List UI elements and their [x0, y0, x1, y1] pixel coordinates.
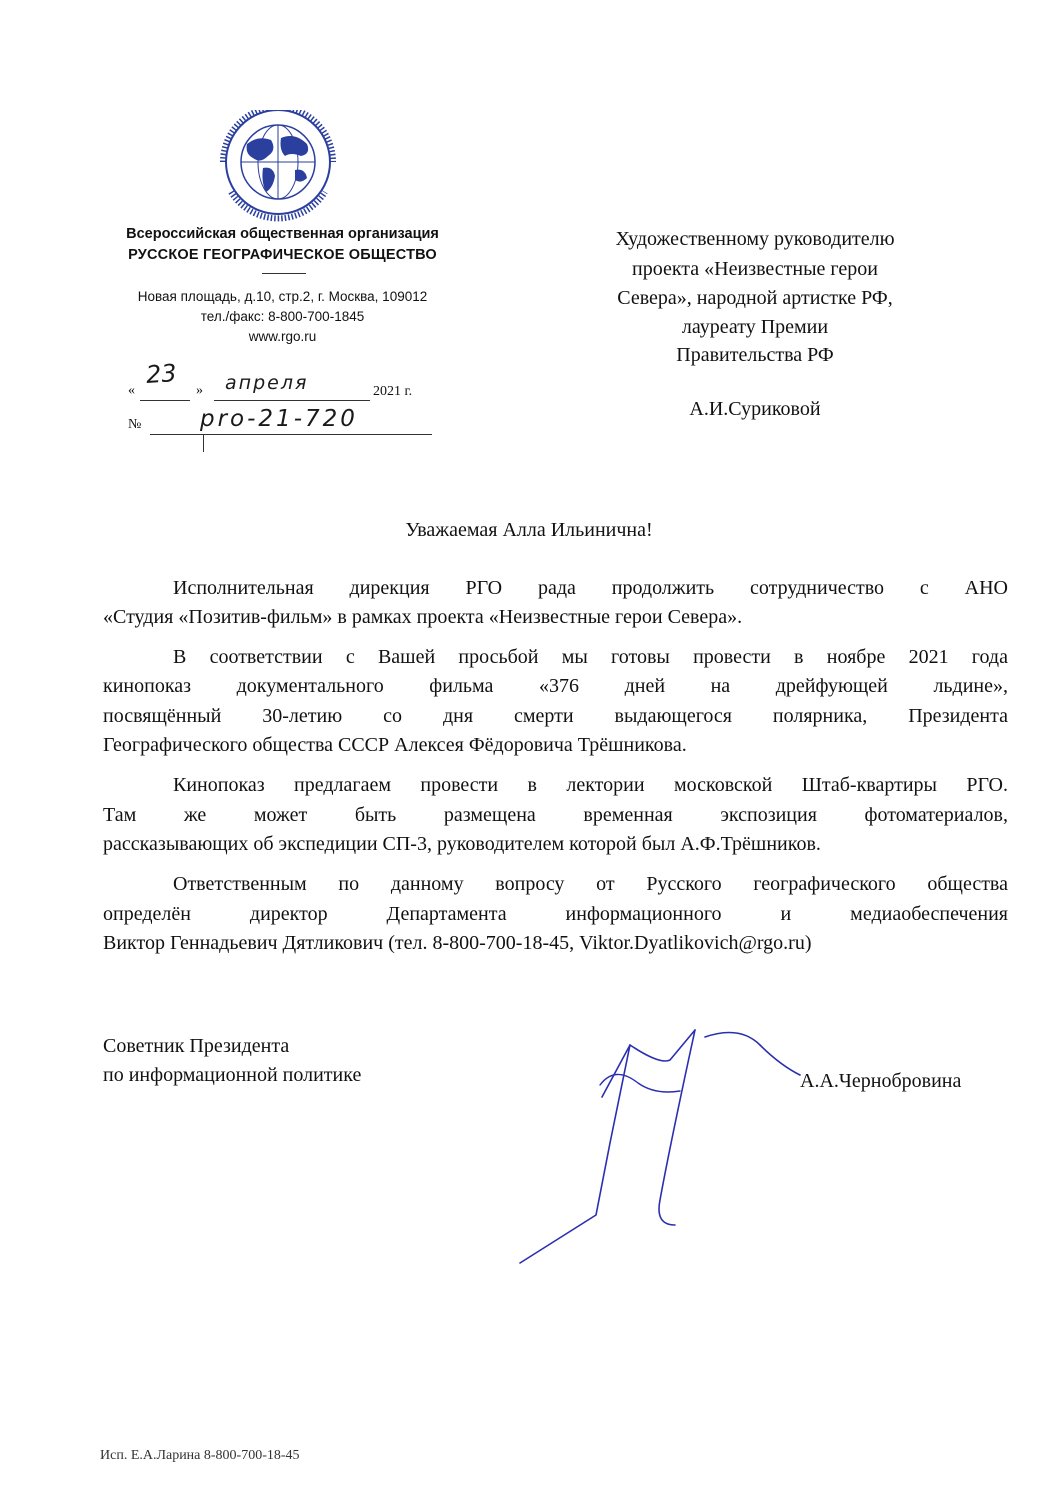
addressee-line: проекта «Неизвестные герои: [632, 258, 878, 280]
rgo-logo: [203, 110, 353, 222]
handwritten-signature: [510, 1025, 820, 1265]
letterhead-divider: [262, 273, 306, 274]
body-line: Географического общества СССР Алексея Фёдоровича Трёшникова.: [103, 734, 687, 756]
body-line: «Студия «Позитив-фильм» в рамках проекта «Неизвестные герои Севера».: [103, 606, 743, 628]
addressee-line: Правительства РФ: [676, 344, 834, 366]
addressee-line: Севера», народной артистке РФ,: [617, 287, 893, 309]
signatory-title: Советник Президента: [103, 1035, 290, 1057]
body-line: Кинопоказ предлагаем провести в лектории московской Штаб-квартиры РГО.: [173, 774, 1008, 796]
org-type: Всероссийская общественная организация: [126, 226, 439, 242]
signatory-name: А.А.Чернобровина: [800, 1070, 962, 1092]
org-website: www.rgo.ru: [248, 329, 317, 344]
number-underline-tick: [203, 434, 204, 452]
body-line: Ответственным по данному вопросу от Русского географического общества: [173, 873, 1008, 895]
body-line: определён директор Департамента информационного и медиаобеспечения: [103, 903, 1008, 925]
body-line: рассказывающих об экспедиции СП-3, руководителем которой был А.Ф.Трёшников.: [103, 833, 821, 855]
body-line: кинопоказ документального фильма «376 дней на дрейфующей льдине»,: [103, 675, 1008, 697]
date-day-underline: [140, 400, 190, 401]
greeting: Уважаемая Алла Ильинична!: [405, 519, 653, 541]
org-phone: тел./факс: 8-800-700-1845: [200, 309, 365, 324]
addressee-line: Художественному руководителю: [615, 228, 895, 250]
body-line: Исполнительная дирекция РГО рада продолжить сотрудничество с АНО: [173, 577, 1008, 599]
executor-note: Исп. Е.А.Ларина 8-800-700-18-45: [100, 1448, 300, 1463]
date-month-handwritten: апреля: [225, 372, 309, 394]
body-line: Виктор Геннадьевич Дятликович (тел. 8-800-700-18-45, Viktor.Dyatlikovich@rgo.ru): [103, 932, 812, 954]
number-underline: [150, 434, 432, 435]
date-month-underline: [214, 400, 370, 401]
number-label: №: [128, 417, 142, 432]
date-year: 2021 г.: [373, 384, 413, 399]
body-line: Там же может быть размещена временная экспозиция фотоматериалов,: [103, 804, 1008, 826]
signatory-title: по информационной политике: [103, 1064, 362, 1086]
body-line: посвящённый 30-летию со дня смерти выдающегося полярника, Президента: [103, 705, 1008, 727]
date-close-quote: »: [196, 383, 203, 398]
body-line: В соответствии с Вашей просьбой мы готовы провести в ноябре 2021 года: [173, 646, 1008, 668]
addressee-line: лауреату Премии: [681, 316, 829, 338]
registration-number-handwritten: pro-21-720: [200, 406, 358, 432]
org-address: Новая площадь, д.10, стр.2, г. Москва, 109012: [137, 289, 428, 304]
addressee-name: А.И.Суриковой: [689, 398, 821, 420]
date-day-handwritten: 23: [145, 358, 178, 390]
org-name: РУССКОЕ ГЕОГРАФИЧЕСКОЕ ОБЩЕСТВО: [128, 247, 437, 263]
date-open-quote: «: [128, 383, 135, 398]
